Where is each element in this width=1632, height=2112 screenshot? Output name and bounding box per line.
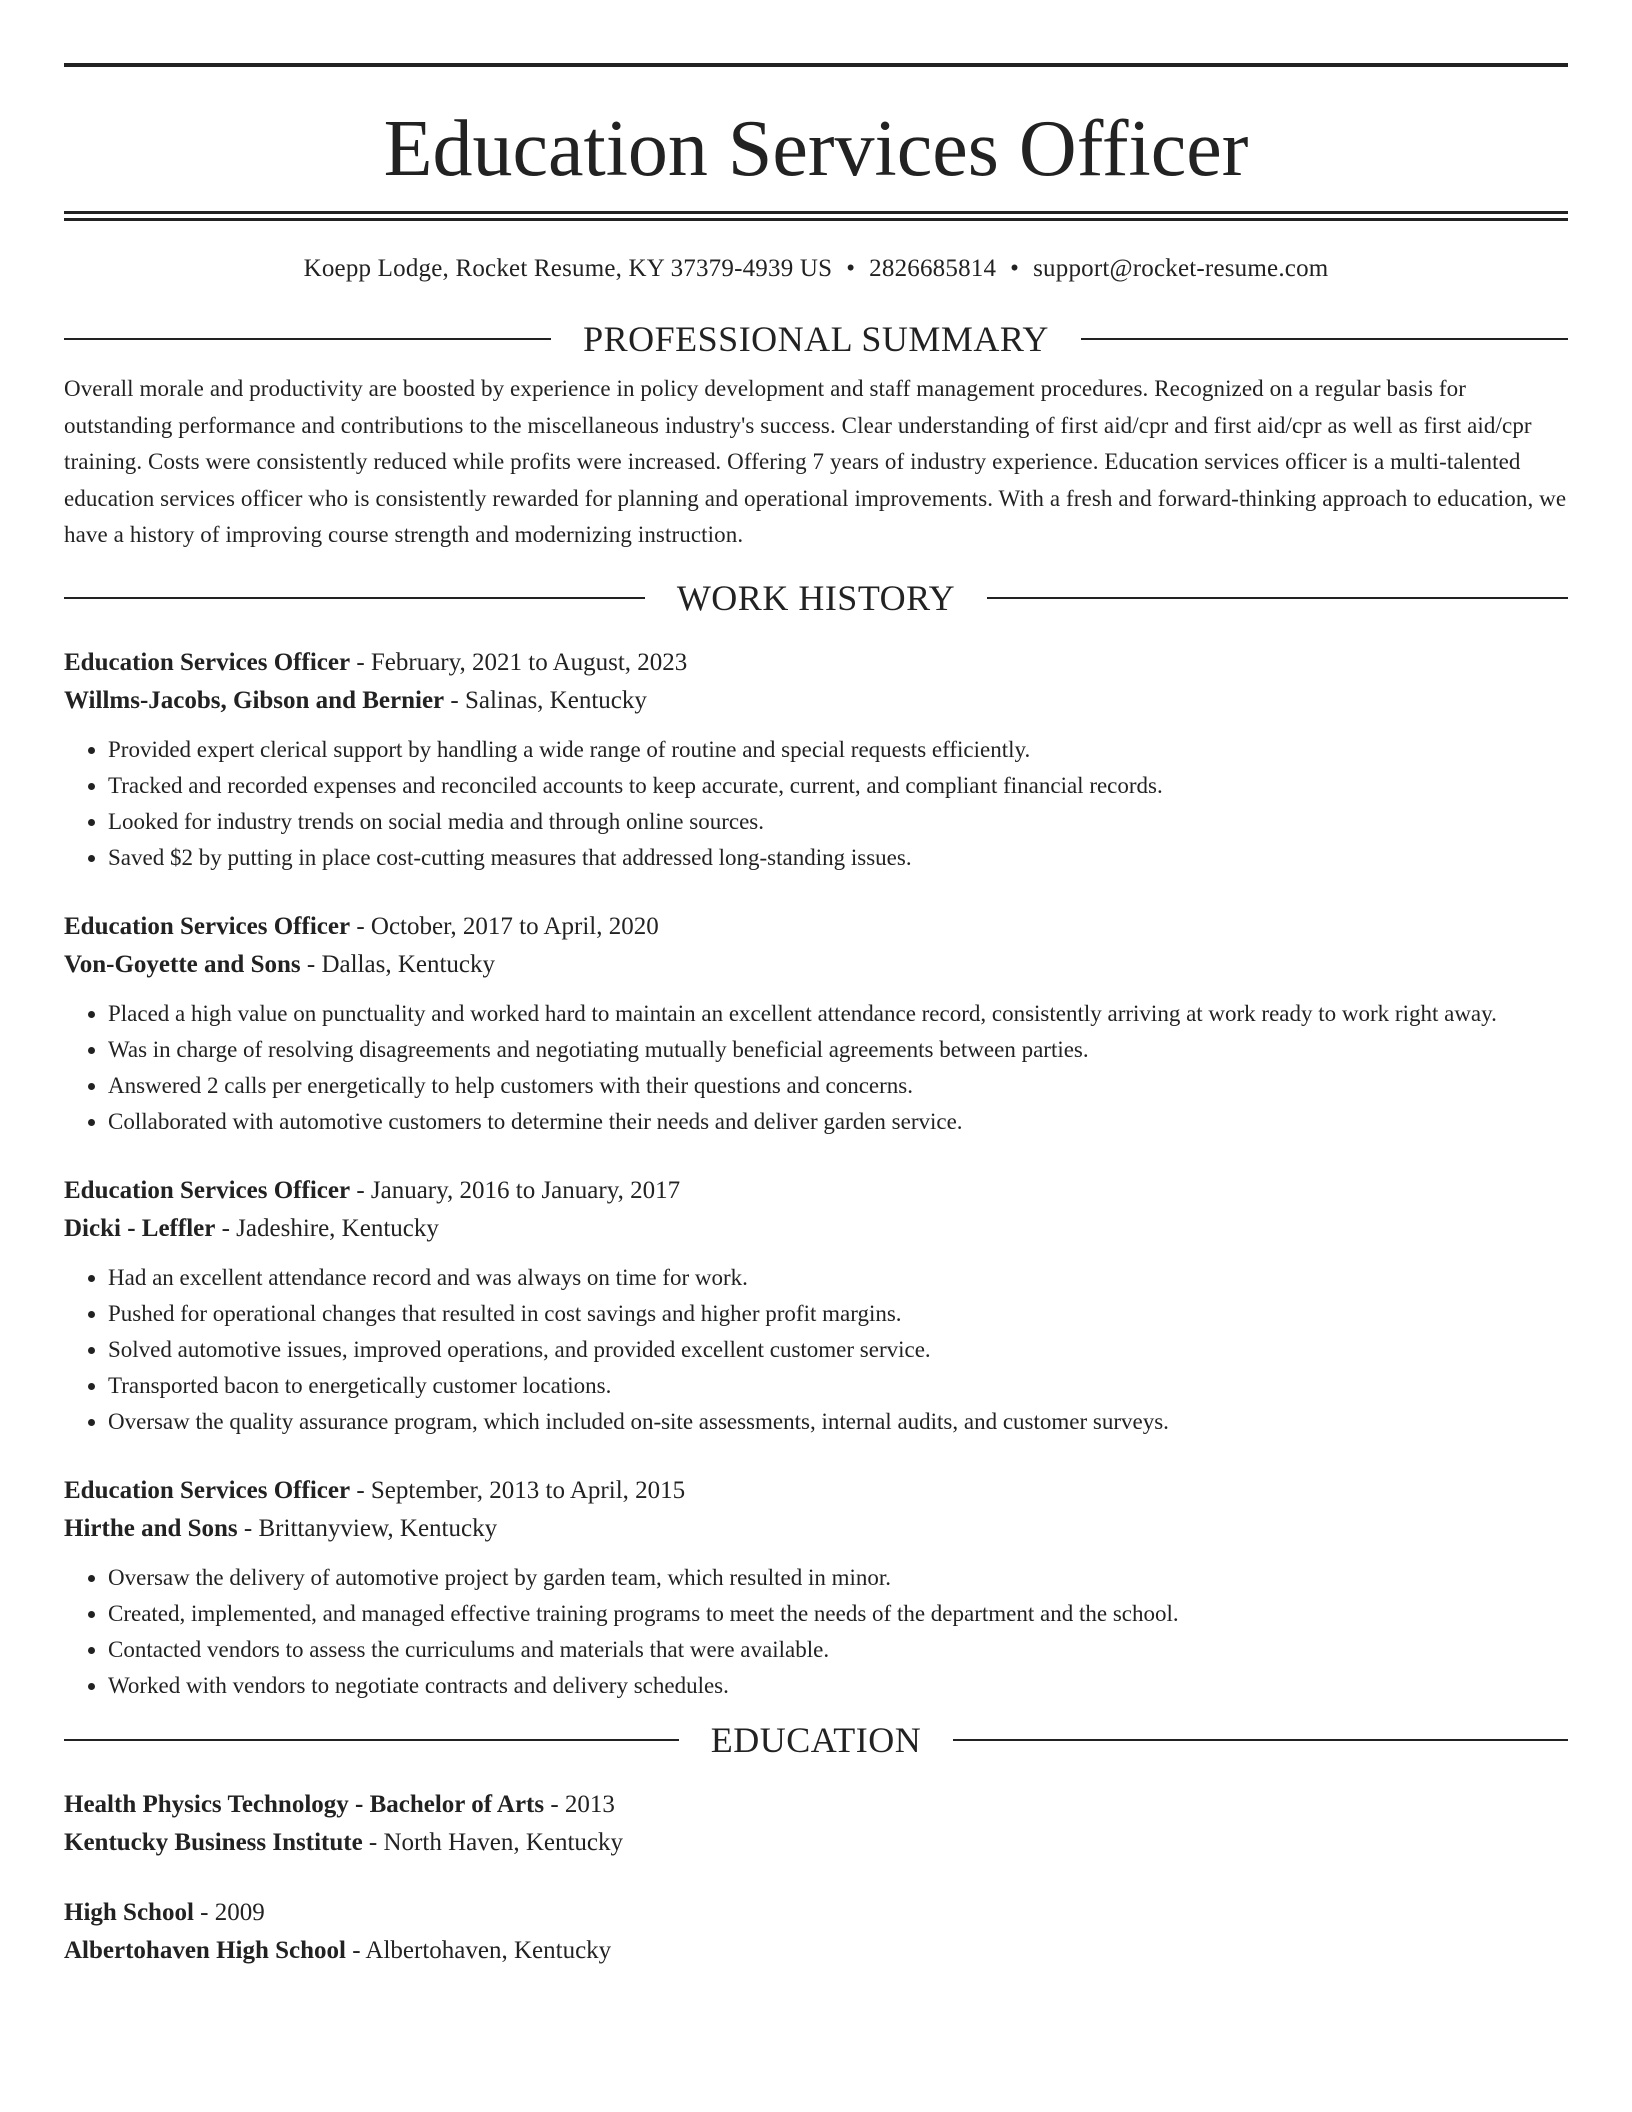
heading-rule-right [987,597,1568,599]
job-bullets [64,996,1568,1140]
education-year: - 2013 [544,1790,615,1818]
job-title: Education Services Officer [64,912,351,940]
education-entry [64,1894,1568,1970]
education-degree: Health Physics Technology - Bachelor of Arts [64,1790,545,1818]
contact-separator: • [846,255,856,282]
job-company: Von-Goyette and Sons [64,950,301,978]
education-school: Albertohaven High School [64,1936,346,1964]
job-company-line [64,946,1568,984]
job-location: - Brittanyview, Kentucky [237,1514,498,1542]
work-heading-row [64,576,1568,620]
contact-separator: • [1010,255,1020,282]
job-company: Dicki - Leffler [64,1214,216,1242]
job-title: Education Services Officer [64,648,351,676]
education-entry [64,1786,1568,1862]
education-location: - Albertohaven, Kentucky [345,1936,612,1964]
education-school-line [64,1824,1568,1862]
job-bullet: • Collaborated with automotive customers to determine their needs and deliver garden service. [108,1104,1568,1140]
heading-rule-left [64,597,645,599]
education-heading: EDUCATION [710,1719,922,1760]
job-dates: - October, 2017 to April, 2020 [350,912,659,940]
job-bullet: • Provided expert clerical support by handling a wide range of routine and special requests efficiently. [108,732,1568,768]
heading-rule-right [953,1739,1568,1741]
work-heading: WORK HISTORY [676,577,956,618]
summary-heading-row [64,317,1568,361]
education-degree-line [64,1786,1568,1824]
job-bullets [64,1560,1568,1704]
job-title-line [64,1472,1568,1510]
education-school: Kentucky Business Institute [64,1828,363,1856]
job-bullet: • Transported bacon to energetically customer locations. [108,1368,1568,1404]
job-bullet: • Answered 2 calls per energetically to help customers with their questions and concerns. [108,1068,1568,1104]
job-title: Education Services Officer [64,1476,351,1504]
job-location: - Salinas, Kentucky [444,686,647,714]
job-entry [64,908,1568,1140]
job-company-line [64,1210,1568,1248]
job-title: Education Services Officer [64,1176,351,1204]
job-location: - Dallas, Kentucky [300,950,496,978]
job-company-line [64,682,1568,720]
heading-rule-left [64,1739,679,1741]
resume-title: Education Services Officer [383,105,1249,193]
job-dates: - January, 2016 to January, 2017 [350,1176,681,1204]
job-dates: - February, 2021 to August, 2023 [350,648,688,676]
job-entry [64,1172,1568,1440]
job-title-line [64,644,1568,682]
job-title-line [64,1172,1568,1210]
job-bullet: • Worked with vendors to negotiate contracts and delivery schedules. [108,1668,1568,1704]
job-bullet: • Contacted vendors to assess the curriculums and materials that were available. [108,1632,1568,1668]
job-entry [64,644,1568,876]
job-bullet: • Looked for industry trends on social media and through online sources. [108,804,1568,840]
job-bullets [64,732,1568,876]
job-bullet: • Had an excellent attendance record and was always on time for work. [108,1260,1568,1296]
education-location: - North Haven, Kentucky [362,1828,624,1856]
job-title-line [64,908,1568,946]
heading-rule-left [64,338,551,340]
job-bullet: • Oversaw the quality assurance program, which included on-site assessments, internal audits, and customer surveys. [108,1404,1568,1440]
job-bullet: • Pushed for operational changes that resulted in cost savings and higher profit margins. [108,1296,1568,1332]
job-bullet: • Tracked and recorded expenses and reconciled accounts to keep accurate, current, and compliant financial records. [108,768,1568,804]
job-location: - Jadeshire, Kentucky [215,1214,439,1242]
job-bullet: • Solved automotive issues, improved operations, and provided excellent customer service. [108,1332,1568,1368]
job-company: Hirthe and Sons [64,1514,238,1542]
summary-text: Overall morale and productivity are boosted by experience in policy development and staff management procedures. Recognized on a regular basis for outstanding performance and contributions to the miscellaneous industry's success. Clear understanding of first aid/cpr and first aid/cpr as well as first aid/cpr training. Costs were consistently reduced while profits were increased. Offering 7 years of industry experience. Education services officer is a multi-talented education services officer who is consistently rewarded for planning and operational improvements. With a fresh and forward-thinking approach to education, we have a history of improving course strength and modernizing instruction. [64,376,1567,547]
job-bullet: • Created, implemented, and managed effective training programs to meet the needs of the department and the school. [108,1596,1568,1632]
contact-email: support@rocket-resume.com [1033,255,1329,282]
education-school-line [64,1932,1568,1970]
job-bullet: • Saved $2 by putting in place cost-cutting measures that addressed long-standing issues. [108,840,1568,876]
job-bullet: • Oversaw the delivery of automotive project by garden team, which resulted in minor. [108,1560,1568,1596]
education-heading-row [64,1718,1568,1762]
job-company-line [64,1510,1568,1548]
education-degree-line [64,1894,1568,1932]
heading-rule-right [1081,338,1568,340]
job-dates: - September, 2013 to April, 2015 [350,1476,686,1504]
job-bullet: • Placed a high value on punctuality and worked hard to maintain an excellent attendance record, consistently arriving at work ready to work right away. [108,996,1568,1032]
education-degree: High School [64,1898,194,1926]
contact-address: Koepp Lodge, Rocket Resume, KY 37379-4939 US [303,255,833,282]
job-bullet: • Was in charge of resolving disagreements and negotiating mutually beneficial agreements between parties. [108,1032,1568,1068]
contact-phone: 2826685814 [869,255,997,282]
job-entry [64,1472,1568,1704]
contact-line [64,253,1568,285]
title-double-rule [64,211,1568,221]
education-year: - 2009 [193,1898,265,1926]
top-rule [64,63,1568,67]
summary-heading: PROFESSIONAL SUMMARY [583,319,1049,359]
job-company: Willms-Jacobs, Gibson and Bernier [64,686,445,714]
job-bullets [64,1260,1568,1440]
